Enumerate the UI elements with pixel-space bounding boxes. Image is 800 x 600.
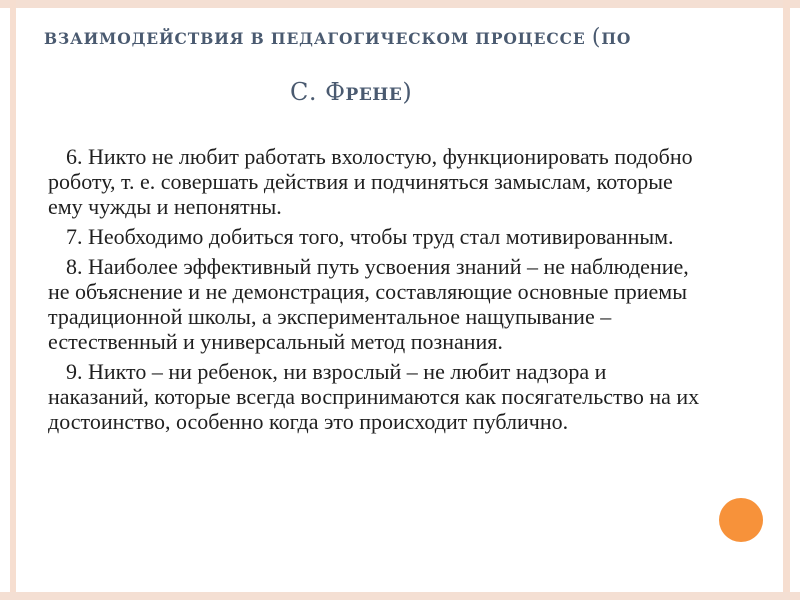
slide-body: [48, 144, 708, 439]
right-frame-rail: [783, 0, 790, 600]
title-text-uppercase: ВЗАИМОДЕЙСТВИЯ В ПЕДАГОГИЧЕСКОМ ПРОЦЕССЕ: [44, 29, 586, 48]
principle-paragraph-6: 6. Никто не любит работать вхолостую, функционировать подобно роботу, т. е. совершать действия и подчиняться замыслам, которые ему чужды и непонятны.: [48, 144, 693, 219]
principle-paragraph-8: 8. Наиболее эффективный путь усвоения знаний – не наблюдение, не объяснение и не демонстрация, составляющие основные приемы традиционной школы, а экспериментальное нащупывание – естественный и универсальный метод познания.: [48, 254, 689, 354]
left-frame-rail: [10, 0, 16, 600]
title-author-initial: С. Ф: [290, 78, 346, 106]
principle-paragraph-9: 9. Никто – ни ребенок, ни взрослый – не любит надзора и наказаний, которые всегда воспринимаются как посягательство на их достоинство, особенно когда это происходит публично.: [48, 359, 700, 434]
principle-paragraph-7: 7. Необходимо добиться того, чтобы труд стал мотивированным.: [66, 224, 674, 249]
title-author-rest: РЕНЕ: [345, 85, 403, 105]
title-close-paren: ): [402, 78, 413, 106]
slide-title-line-2: [290, 76, 412, 111]
title-open-paren: (: [591, 25, 602, 50]
bottom-border: [0, 592, 800, 600]
title-text-po: ПО: [601, 29, 632, 48]
orange-accent-circle: [719, 498, 763, 542]
top-border: [0, 0, 800, 8]
slide-title-line-1: [44, 26, 704, 51]
